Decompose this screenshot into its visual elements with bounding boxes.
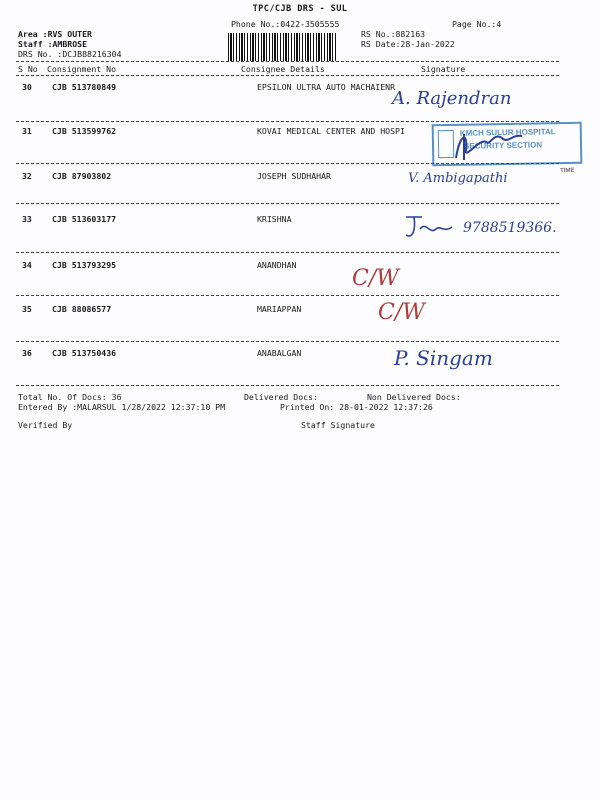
verified-by: Verified By	[18, 420, 73, 430]
total-docs: Total No. Of Docs: 36	[18, 392, 122, 402]
row-consignee: EPSILON ULTRA AUTO MACHAIENR	[257, 82, 396, 92]
col-sno: S No	[18, 64, 38, 74]
row-consignee: MARIAPPAN	[257, 304, 302, 314]
row-signature: C/W	[352, 266, 399, 291]
row-consignment: CJB 513599762	[52, 126, 117, 136]
row-consignee: ANANDHAN	[257, 260, 297, 270]
divider	[16, 295, 559, 296]
row-signature: V. Ambigapathi	[408, 171, 508, 186]
col-signature: Signature	[421, 64, 466, 74]
staff-label: Staff :AMBROSE	[18, 39, 88, 49]
area-label: Area :RVS OUTER	[18, 29, 92, 39]
row-sno: 35	[22, 304, 32, 314]
row-signature: P. Singam	[394, 346, 493, 370]
divider	[16, 61, 559, 62]
row-consignment: CJB 513750436	[52, 348, 117, 358]
row-sno: 31	[22, 126, 32, 136]
document-title: TPC/CJB DRS - SUL	[252, 4, 348, 14]
row-sno: 30	[22, 82, 32, 92]
signature-scribble	[450, 128, 530, 164]
phone-number: Phone No.:0422-3505555	[231, 19, 340, 29]
staff-signature: Staff Signature	[301, 420, 375, 430]
row-consignee: JOSEPH SUDHAHAR	[257, 171, 331, 181]
page-number: Page No.:4	[452, 19, 502, 29]
row-consignee: KRISHNA	[257, 214, 292, 224]
delivered-docs: Delivered Docs:	[244, 392, 318, 402]
phone-number-note: 9788519366.	[463, 220, 557, 236]
row-consignment: CJB 88086577	[52, 304, 112, 314]
row-consignment: CJB 87903802	[52, 171, 112, 181]
row-consignee: KOVAI MEDICAL CENTER AND HOSPI	[257, 126, 405, 136]
divider	[16, 121, 559, 122]
divider	[16, 203, 559, 204]
stamp-line-1: KMCH SULUR HOSPITAL	[459, 127, 556, 138]
row-consignment: CJB 513793295	[52, 260, 117, 270]
col-consignment: Consignment No	[47, 64, 117, 74]
row-consignment: CJB 513780849	[52, 82, 117, 92]
row-sno: 32	[22, 171, 32, 181]
col-consignee: Consignee Details	[241, 64, 325, 74]
rs-date: RS Date:28-Jan-2022	[361, 39, 455, 49]
divider	[16, 163, 559, 164]
divider	[16, 252, 559, 253]
stamp-line-2: SECURITY SECTION	[463, 140, 543, 151]
entered-by: Entered By :MALARSUL 1/28/2022 12:37:10 PM	[18, 402, 226, 412]
row-sno: 33	[22, 214, 32, 224]
divider	[16, 341, 559, 342]
drs-number: DRS No. :DCJB88216304	[18, 49, 122, 59]
barcode	[228, 33, 336, 61]
divider	[16, 75, 559, 76]
non-delivered-docs: Non Delivered Docs:	[367, 392, 461, 402]
signature-scribble	[402, 211, 456, 243]
stamp-time: TIME	[560, 167, 575, 175]
row-consignee: ANABALGAN	[257, 348, 302, 358]
row-sno: 36	[22, 348, 32, 358]
row-signature: A. Rajendran	[392, 88, 512, 109]
rs-number: RS No.:882163	[361, 29, 426, 39]
printed-on: Printed On: 28-01-2022 12:37:26	[280, 402, 433, 412]
row-signature: C/W	[378, 300, 425, 325]
divider	[16, 385, 559, 386]
row-consignment: CJB 513603177	[52, 214, 117, 224]
row-sno: 34	[22, 260, 32, 270]
